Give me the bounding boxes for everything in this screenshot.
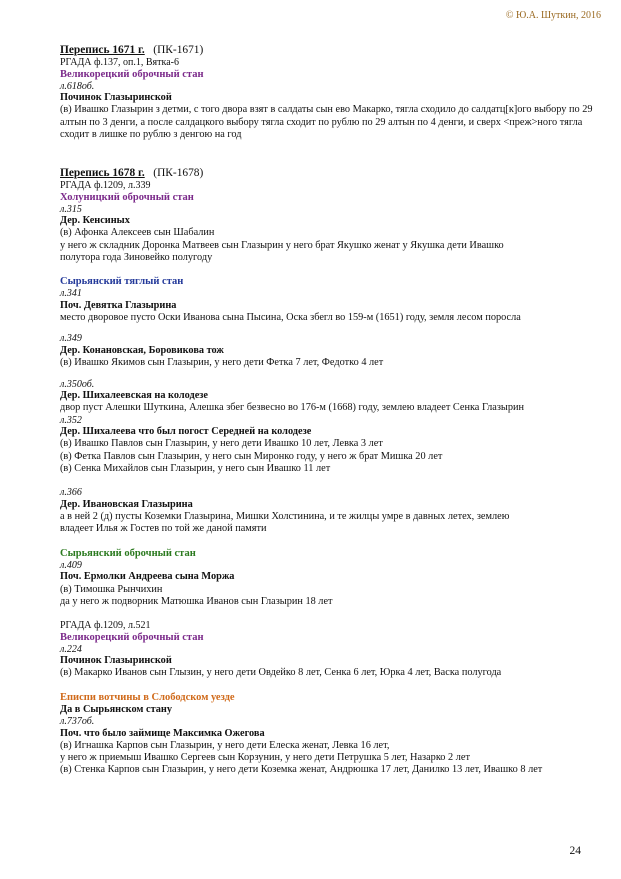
- census-1678-code: (ПК-1678): [153, 167, 204, 180]
- stan-heading: Еписпи вотчины в Слободском уезде: [60, 691, 235, 703]
- document-body: [60, 44, 595, 777]
- copyright-notice: © Ю.А. Шуткин, 2016: [505, 10, 601, 21]
- stan-heading: Сырьянский оброчный стан: [60, 547, 196, 559]
- sheet-ref: л.737об.: [60, 716, 95, 728]
- archive-ref: РГАДА ф.137, оп.1, Вятка-6: [60, 57, 179, 68]
- stan-heading: Холуницкий оброчный стан: [60, 191, 194, 203]
- place-name: Поч. Ермолки Андреева сына Моржа: [60, 571, 235, 583]
- census-1671-title: Перепись 1671 г.: [60, 44, 145, 56]
- entry-line: (в) Стенка Карпов сын Глазырин, у него дети Коземка женат, Андрюшка 17 лет, Данилко 13 лет, Ивашко 8 лет: [60, 764, 543, 776]
- sheet-ref: л.315: [60, 203, 82, 215]
- census-1671-heading: [60, 44, 595, 57]
- entry-line: владеет Илья ж Гостев по той же даной памяти: [60, 523, 267, 535]
- census-1678-title: Перепись 1678 г.: [60, 167, 145, 180]
- sheet-ref: л.350об.: [60, 378, 95, 390]
- place-name: Дер. Ивановская Глазырина: [60, 498, 193, 510]
- stan-heading: Великорецкий оброчный стан: [60, 68, 204, 80]
- sheet-ref: л.224: [60, 643, 82, 655]
- stan-heading: Сырьянский тяглый стан: [60, 276, 184, 288]
- place-name: Починок Глазыринской: [60, 655, 172, 667]
- page-number: 24: [569, 845, 581, 857]
- stan-heading: Великорецкий оброчный стан: [60, 631, 204, 643]
- place-name: Починок Глазыринской: [60, 92, 172, 103]
- entry-line: (в) Ивашко Павлов сын Глазырин, у него дети Ивашко 10 лет, Левка 3 лет: [60, 438, 383, 450]
- entry-text: (в) Ивашко Глазырин з детми, с того двора взят в салдаты сын ево Макарко, тягла сходило до салдатц[к]ого выбору по 29 алтын по 3 денги, а после салдацкого выбору тягла сходит по рублю по 29 алтын по 4 денги, и сверх <преж>ного тягла сходит в лишке по рублю з денгою на год: [60, 104, 593, 140]
- archive-ref: РГАДА ф.1209, л.521: [60, 620, 151, 632]
- place-name: Поч. Девятка Глазырина: [60, 299, 177, 311]
- entry-line: место дворовое пусто Оски Иванова сына Пысина, Оска збегл во 159-м (1651) году, земля лесом поросла: [60, 312, 521, 324]
- entry-line: (в) Фетка Павлов сын Глазырин, у него сын Миронко году, у него ж брат Мишка 20 лет: [60, 450, 443, 462]
- entry-line: двор пуст Алешки Шуткина, Алешка збег безвесно во 176-м (1668) году, землею владеет Сенка Глазырин: [60, 402, 524, 414]
- census-1671-code: (ПК-1671): [153, 44, 204, 56]
- sheet-ref: л.409: [60, 559, 82, 571]
- entry-line: (в) Сенка Михайлов сын Глазырин, у него сын Ивашко 11 лет: [60, 463, 331, 475]
- census-1678-heading: [60, 167, 595, 180]
- entry-line: у него ж складник Доронка Матвеев сын Глазырин у него брат Якушко женат у Якушка дети Ивашко: [60, 239, 504, 251]
- sheet-ref: л.341: [60, 288, 82, 300]
- sheet-ref: л.352: [60, 414, 82, 426]
- place-name: Дер. Кенсиных: [60, 215, 130, 227]
- entry-line: полутора года Зиновейко полугоду: [60, 252, 213, 264]
- sheet-ref: л.618об.: [60, 80, 95, 92]
- entry-line: (в) Макарко Иванов сын Глызин, у него дети Овдейко 8 лет, Сенка 6 лет, Юрка 4 лет, Васка полугода: [60, 667, 502, 679]
- entry-line: а в ней 2 (д) пусты Коземки Глазырина, Мишки Холстинина, и те жилцы умре в давных летех, землею: [60, 511, 510, 523]
- archive-ref: РГАДА ф.1209, л.339: [60, 180, 151, 192]
- sheet-ref: л.366: [60, 487, 82, 499]
- entry-line: (в) Ивашко Якимов сын Глазырин, у него дети Фетка 7 лет, Федотко 4 лет: [60, 357, 384, 369]
- place-name: Дер. Конановская, Боровикова тож: [60, 344, 224, 356]
- sheet-ref: л.349: [60, 333, 82, 345]
- entry-line: да у него ж подворник Матюшка Иванов сын Глазырин 18 лет: [60, 595, 333, 607]
- entry-line: (в) Тимошка Рынчихин: [60, 583, 163, 595]
- place-name: Дер. Шихалеева что был погост Середней на колодезе: [60, 426, 312, 438]
- place-name: Дер. Шихалеевская на колодезе: [60, 390, 208, 402]
- place-name: Поч. что было займище Максимка Ожегова: [60, 727, 265, 739]
- place-name: Да в Сырьянском стану: [60, 703, 172, 715]
- entry-line: (в) Игнашка Карпов сын Глазырин, у него дети Елеска женат, Левка 16 лет,: [60, 739, 390, 751]
- entry-line: у него ж приемыш Ивашко Сергеев сын Корзунин, у него дети Петрушка 5 лет, Назарко 2 лет: [60, 752, 470, 764]
- entry-line: (в) Афонка Алексеев сын Шабалин: [60, 227, 215, 239]
